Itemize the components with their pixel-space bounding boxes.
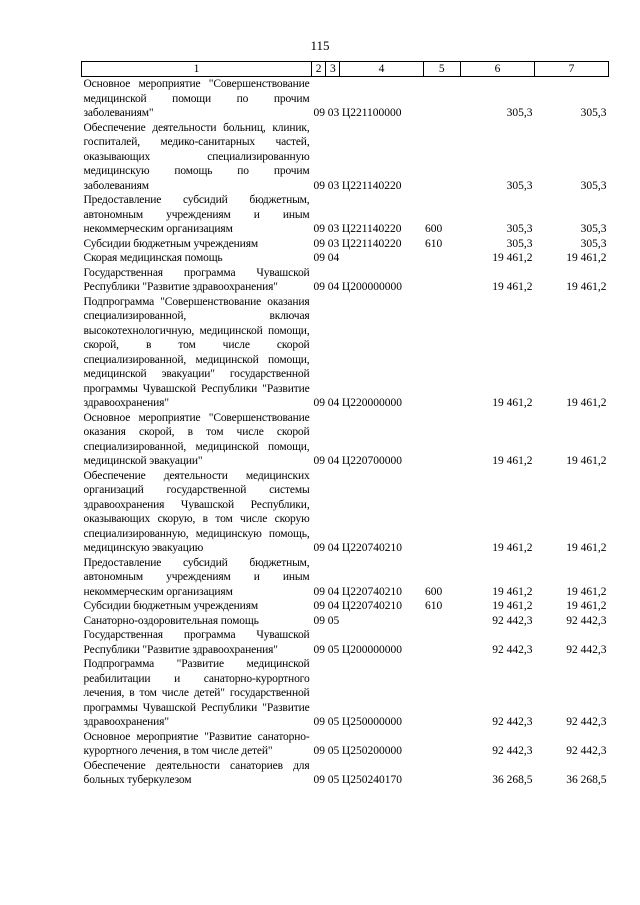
row-target-item-code: Ц250240170 — [341, 774, 402, 786]
table-row — [82, 628, 609, 657]
row-section-code: 09 — [313, 716, 326, 728]
row-target-item-code: Ц200000000 — [341, 281, 402, 293]
row-section-code: 09 — [313, 397, 326, 409]
row-section-code: 09 — [313, 223, 326, 235]
row-name: Государственная программа Чувашской Республики "Развитие здравоохранения" — [83, 266, 310, 293]
row-subsection-code: 04 — [327, 585, 340, 598]
row-name: Предоставление субсидий бюджетным, автономным учреждениям и иным некоммерческим организациям — [83, 194, 310, 235]
row-target-item-code: Ц250000000 — [341, 716, 402, 728]
row-expense-type-code: 610 — [425, 600, 443, 612]
row-section-code: 09 — [313, 614, 326, 627]
row-expense-type-code — [423, 469, 460, 556]
table-row — [82, 237, 609, 252]
row-subsection-code: 03 — [327, 223, 340, 235]
row-amount-col6: 19 461,2 — [492, 455, 533, 467]
row-subsection-code: 05 — [327, 716, 340, 728]
row-target-item-code: Ц220740210 — [341, 542, 402, 554]
header-col-2: 2 — [312, 62, 326, 77]
row-amount-col7: 305,3 — [580, 223, 607, 235]
row-section-code: 09 — [313, 252, 326, 264]
row-name: Скорая медицинская помощь — [83, 252, 223, 264]
row-subsection-code: 03 — [327, 179, 340, 192]
row-amount-col7: 305,3 — [580, 237, 607, 250]
row-subsection-code: 04 — [327, 281, 340, 293]
row-expense-type-code: 610 — [425, 237, 443, 250]
row-amount-col7: 19 461,2 — [566, 585, 607, 598]
row-expense-type-code — [423, 614, 460, 629]
row-amount-col6: 92 442,3 — [492, 716, 533, 728]
row-amount-col6: 92 442,3 — [492, 643, 533, 656]
header-col-7: 7 — [534, 62, 608, 77]
row-section-code: 09 — [313, 774, 326, 786]
row-amount-col6: 305,3 — [506, 223, 533, 235]
row-section-code: 09 — [313, 237, 326, 250]
table-row — [82, 295, 609, 411]
row-name: Обеспечение деятельности медицинских организаций государственной системы здравоохранения Чувашской Республики, оказывающих скорую, в том числе скорую специализированную, медицинскую помощь, медицинскую эвакуацию — [83, 469, 310, 554]
row-expense-type-code — [423, 411, 460, 469]
row-amount-col7: 305,3 — [580, 107, 607, 119]
row-subsection-code: 05 — [327, 614, 340, 627]
row-subsection-code: 05 — [327, 774, 340, 786]
header-col-5: 5 — [423, 62, 460, 77]
row-section-code: 09 — [313, 643, 326, 656]
row-amount-col6: 19 461,2 — [492, 281, 533, 293]
row-amount-col7: 305,3 — [580, 179, 607, 192]
row-amount-col6: 19 461,2 — [492, 585, 533, 598]
row-expense-type-code: 600 — [425, 223, 443, 235]
row-expense-type-code — [423, 266, 460, 295]
row-target-item-code — [340, 614, 423, 629]
row-subsection-code: 05 — [327, 643, 340, 656]
row-expense-type-code — [423, 121, 460, 194]
row-amount-col6: 36 268,5 — [492, 774, 533, 786]
row-subsection-code: 05 — [327, 745, 340, 757]
row-amount-col6: 92 442,3 — [492, 745, 533, 757]
row-name: Санаторно-оздоровительная помощь — [83, 614, 259, 627]
row-amount-col6: 92 442,3 — [492, 614, 533, 627]
row-amount-col6: 19 461,2 — [492, 600, 533, 612]
table-row — [82, 614, 609, 629]
row-amount-col7: 19 461,2 — [566, 397, 607, 409]
row-subsection-code: 04 — [327, 542, 340, 554]
header-row — [82, 62, 609, 77]
row-expense-type-code — [423, 759, 460, 788]
row-subsection-code: 03 — [327, 107, 340, 119]
row-target-item-code: Ц220740210 — [341, 585, 402, 598]
table-body — [82, 77, 609, 788]
row-amount-col6: 305,3 — [506, 179, 533, 192]
row-expense-type-code — [423, 657, 460, 730]
row-expense-type-code — [423, 295, 460, 411]
table-row — [82, 556, 609, 600]
row-target-item-code: Ц221140220 — [341, 237, 402, 250]
row-expense-type-code: 600 — [425, 585, 443, 598]
row-amount-col6: 19 461,2 — [492, 397, 533, 409]
table-row — [82, 730, 609, 759]
table-row — [82, 251, 609, 266]
table-row — [82, 266, 609, 295]
row-expense-type-code — [423, 77, 460, 121]
row-target-item-code: Ц250200000 — [341, 745, 402, 757]
table-row — [82, 469, 609, 556]
row-amount-col6: 305,3 — [506, 107, 533, 119]
row-section-code: 09 — [313, 281, 326, 293]
row-target-item-code: Ц221140220 — [341, 223, 402, 235]
table-row — [82, 657, 609, 730]
row-subsection-code: 04 — [327, 455, 340, 467]
row-target-item-code: Ц221140220 — [341, 179, 402, 192]
header-col-4: 4 — [340, 62, 423, 77]
row-amount-col6: 19 461,2 — [492, 252, 533, 264]
row-name: Основное мероприятие "Совершенствование медицинской помощи по прочим заболеваниям" — [83, 78, 310, 119]
table-row — [82, 193, 609, 237]
row-subsection-code: 04 — [327, 252, 340, 264]
row-name: Субсидии бюджетным учреждениям — [83, 600, 258, 612]
table-row — [82, 599, 609, 614]
budget-table — [81, 61, 609, 788]
page-number: 115 — [310, 38, 330, 53]
header-col-6: 6 — [461, 62, 535, 77]
row-name: Субсидии бюджетным учреждениям — [83, 237, 258, 250]
header-col-3: 3 — [326, 62, 340, 77]
row-amount-col7: 92 442,3 — [566, 643, 607, 656]
row-subsection-code: 04 — [327, 600, 340, 612]
row-section-code: 09 — [313, 745, 326, 757]
row-section-code: 09 — [313, 179, 326, 192]
row-section-code: 09 — [313, 585, 326, 598]
row-name: Обеспечение деятельности санаториев для больных туберкулезом — [83, 759, 310, 786]
row-amount-col7: 19 461,2 — [566, 252, 607, 264]
row-subsection-code: 04 — [327, 397, 340, 409]
row-amount-col7: 92 442,3 — [566, 716, 607, 728]
table-row — [82, 411, 609, 469]
table-row — [82, 759, 609, 788]
row-expense-type-code — [423, 251, 460, 266]
row-name: Предоставление субсидий бюджетным, автономным учреждениям и иным некоммерческим организациям — [83, 556, 310, 598]
table-header — [82, 62, 609, 77]
row-amount-col7: 92 442,3 — [566, 614, 607, 627]
row-amount-col7: 19 461,2 — [566, 600, 607, 612]
row-target-item-code: Ц220740210 — [341, 600, 402, 612]
row-amount-col6: 305,3 — [506, 237, 533, 250]
row-name: Государственная программа Чувашской Республики "Развитие здравоохранения" — [83, 629, 310, 656]
table-row — [82, 77, 609, 121]
row-expense-type-code — [423, 628, 460, 657]
row-amount-col7: 19 461,2 — [566, 542, 607, 554]
row-name: Основное мероприятие "Совершенствование оказания скорой, в том числе скорой специализированной, медицинской помощи, медицинской эвакуации" — [83, 411, 310, 467]
row-target-item-code: Ц221100000 — [341, 107, 402, 119]
row-section-code: 09 — [313, 455, 326, 467]
row-amount-col7: 19 461,2 — [566, 455, 607, 467]
row-amount-col7: 19 461,2 — [566, 281, 607, 293]
row-name: Обеспечение деятельности больниц, клиник, госпиталей, медико-санитарных частей, оказывающих специализированную медицинскую помощь по прочим заболеваниям — [83, 121, 310, 192]
row-section-code: 09 — [313, 107, 326, 119]
row-amount-col6: 19 461,2 — [492, 542, 533, 554]
row-target-item-code: Ц220000000 — [341, 397, 402, 409]
header-col-1: 1 — [82, 62, 312, 77]
row-name: Подпрограмма "Развитие медицинской реабилитации и санаторно-курортного лечения, в том числе детей" государственной программы Чувашской Республики "Развитие здравоохранения" — [83, 658, 310, 728]
row-target-item-code — [340, 251, 423, 266]
row-section-code: 09 — [313, 542, 326, 554]
row-expense-type-code — [423, 730, 460, 759]
row-name: Основное мероприятие "Развитие санаторно-курортного лечения, в том числе детей" — [83, 730, 310, 757]
row-amount-col7: 36 268,5 — [566, 774, 607, 786]
row-section-code: 09 — [313, 600, 326, 612]
row-amount-col7: 92 442,3 — [566, 745, 607, 757]
row-subsection-code: 03 — [327, 237, 340, 250]
row-name: Подпрограмма "Совершенствование оказания специализированной, включая высокотехнологичную, медицинской помощи, скорой, в том числе скорой специализированной, медицинской помощи, медицинской эвакуации" государственной программы Чувашской Республики "Развитие здравоохранения" — [83, 295, 310, 409]
table-row — [82, 121, 609, 194]
row-target-item-code: Ц220700000 — [341, 455, 402, 467]
row-target-item-code: Ц200000000 — [341, 643, 402, 656]
